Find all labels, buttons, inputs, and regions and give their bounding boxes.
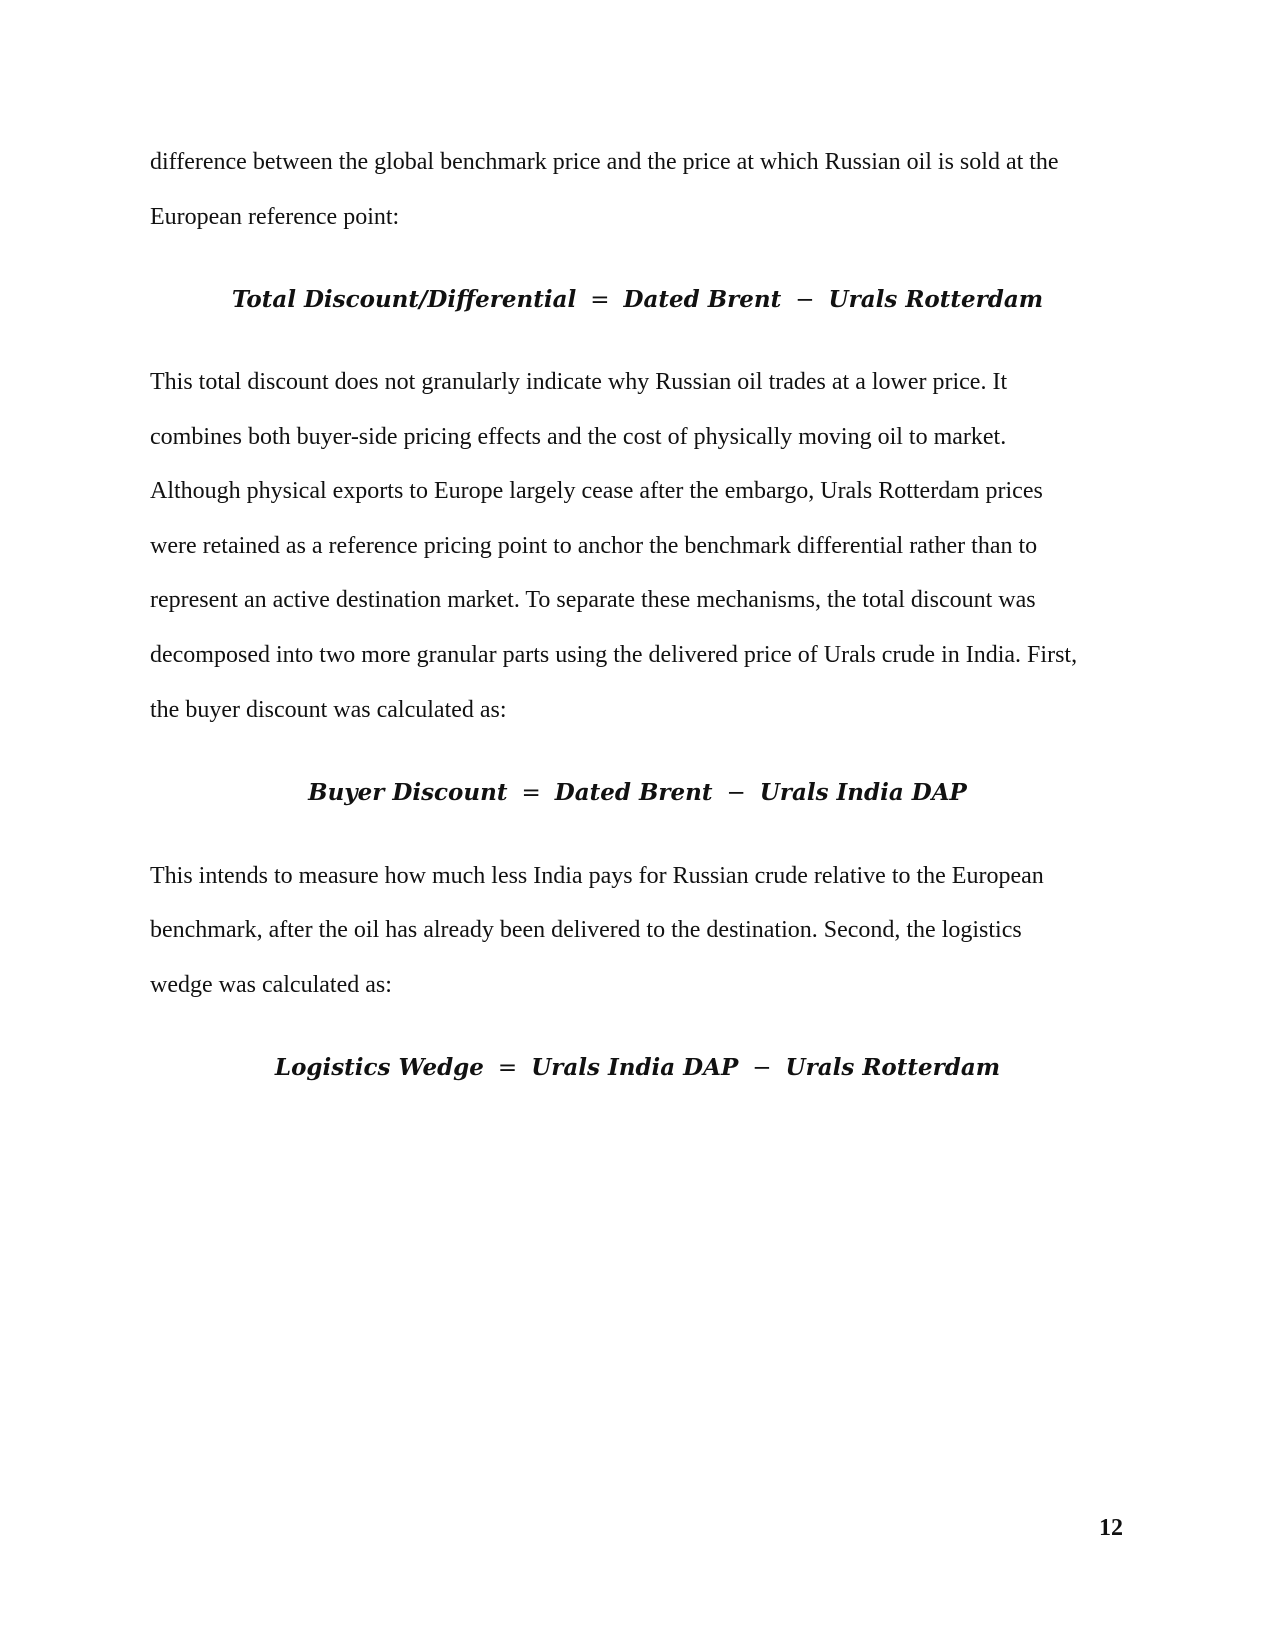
equation-term: Dated Brent	[554, 779, 713, 806]
equation-term: Urals India DAP	[531, 1054, 739, 1081]
paragraph-line: European reference point:	[150, 204, 400, 230]
equation-lhs: Total Discount/Differential	[231, 286, 577, 313]
paragraph-line: This intends to measure how much less India pays for Russian crude relative to the European	[150, 863, 1044, 889]
equals-sign: =	[590, 287, 610, 313]
equation-term: Urals Rotterdam	[828, 286, 1044, 313]
equals-sign: =	[521, 780, 541, 806]
equals-sign: =	[497, 1055, 518, 1081]
paragraph-line: represent an active destination market. To separate these mechanisms, the total discount was	[150, 587, 1036, 613]
paragraph-line: combines both buyer-side pricing effects and the cost of physically moving oil to market.	[150, 424, 1007, 450]
paragraph-line: difference between the global benchmark price and the price at which Russian oil is sold at the	[150, 149, 1059, 175]
equation-term: Dated Brent	[623, 286, 782, 313]
equation-term: Urals Rotterdam	[785, 1054, 1001, 1081]
equation-lhs: Buyer Discount	[308, 779, 508, 806]
equation-total-discount	[0, 286, 1275, 314]
equation-term: Urals India DAP	[759, 779, 967, 806]
minus-sign: −	[752, 1055, 772, 1081]
paragraph-line: decomposed into two more granular parts using the delivered price of Urals crude in India. First,	[150, 642, 1078, 668]
equation-logistics-wedge	[0, 1054, 1275, 1082]
paragraph-line: wedge was calculated as:	[150, 972, 392, 998]
equation-lhs: Logistics Wedge	[274, 1054, 484, 1081]
page-number: 12	[1099, 1515, 1123, 1541]
paragraph-line: benchmark, after the oil has already been delivered to the destination. Second, the logistics	[150, 917, 1022, 943]
paragraph-line: Although physical exports to Europe largely cease after the embargo, Urals Rotterdam prices	[150, 478, 1043, 504]
paragraph-line: the buyer discount was calculated as:	[150, 697, 507, 723]
minus-sign: −	[795, 287, 815, 313]
minus-sign: −	[726, 780, 746, 806]
paragraph-line: This total discount does not granularly indicate why Russian oil trades at a lower price. It	[150, 369, 1008, 395]
equation-buyer-discount	[0, 779, 1275, 807]
paragraph-line: were retained as a reference pricing point to anchor the benchmark differential rather than to	[150, 533, 1038, 559]
